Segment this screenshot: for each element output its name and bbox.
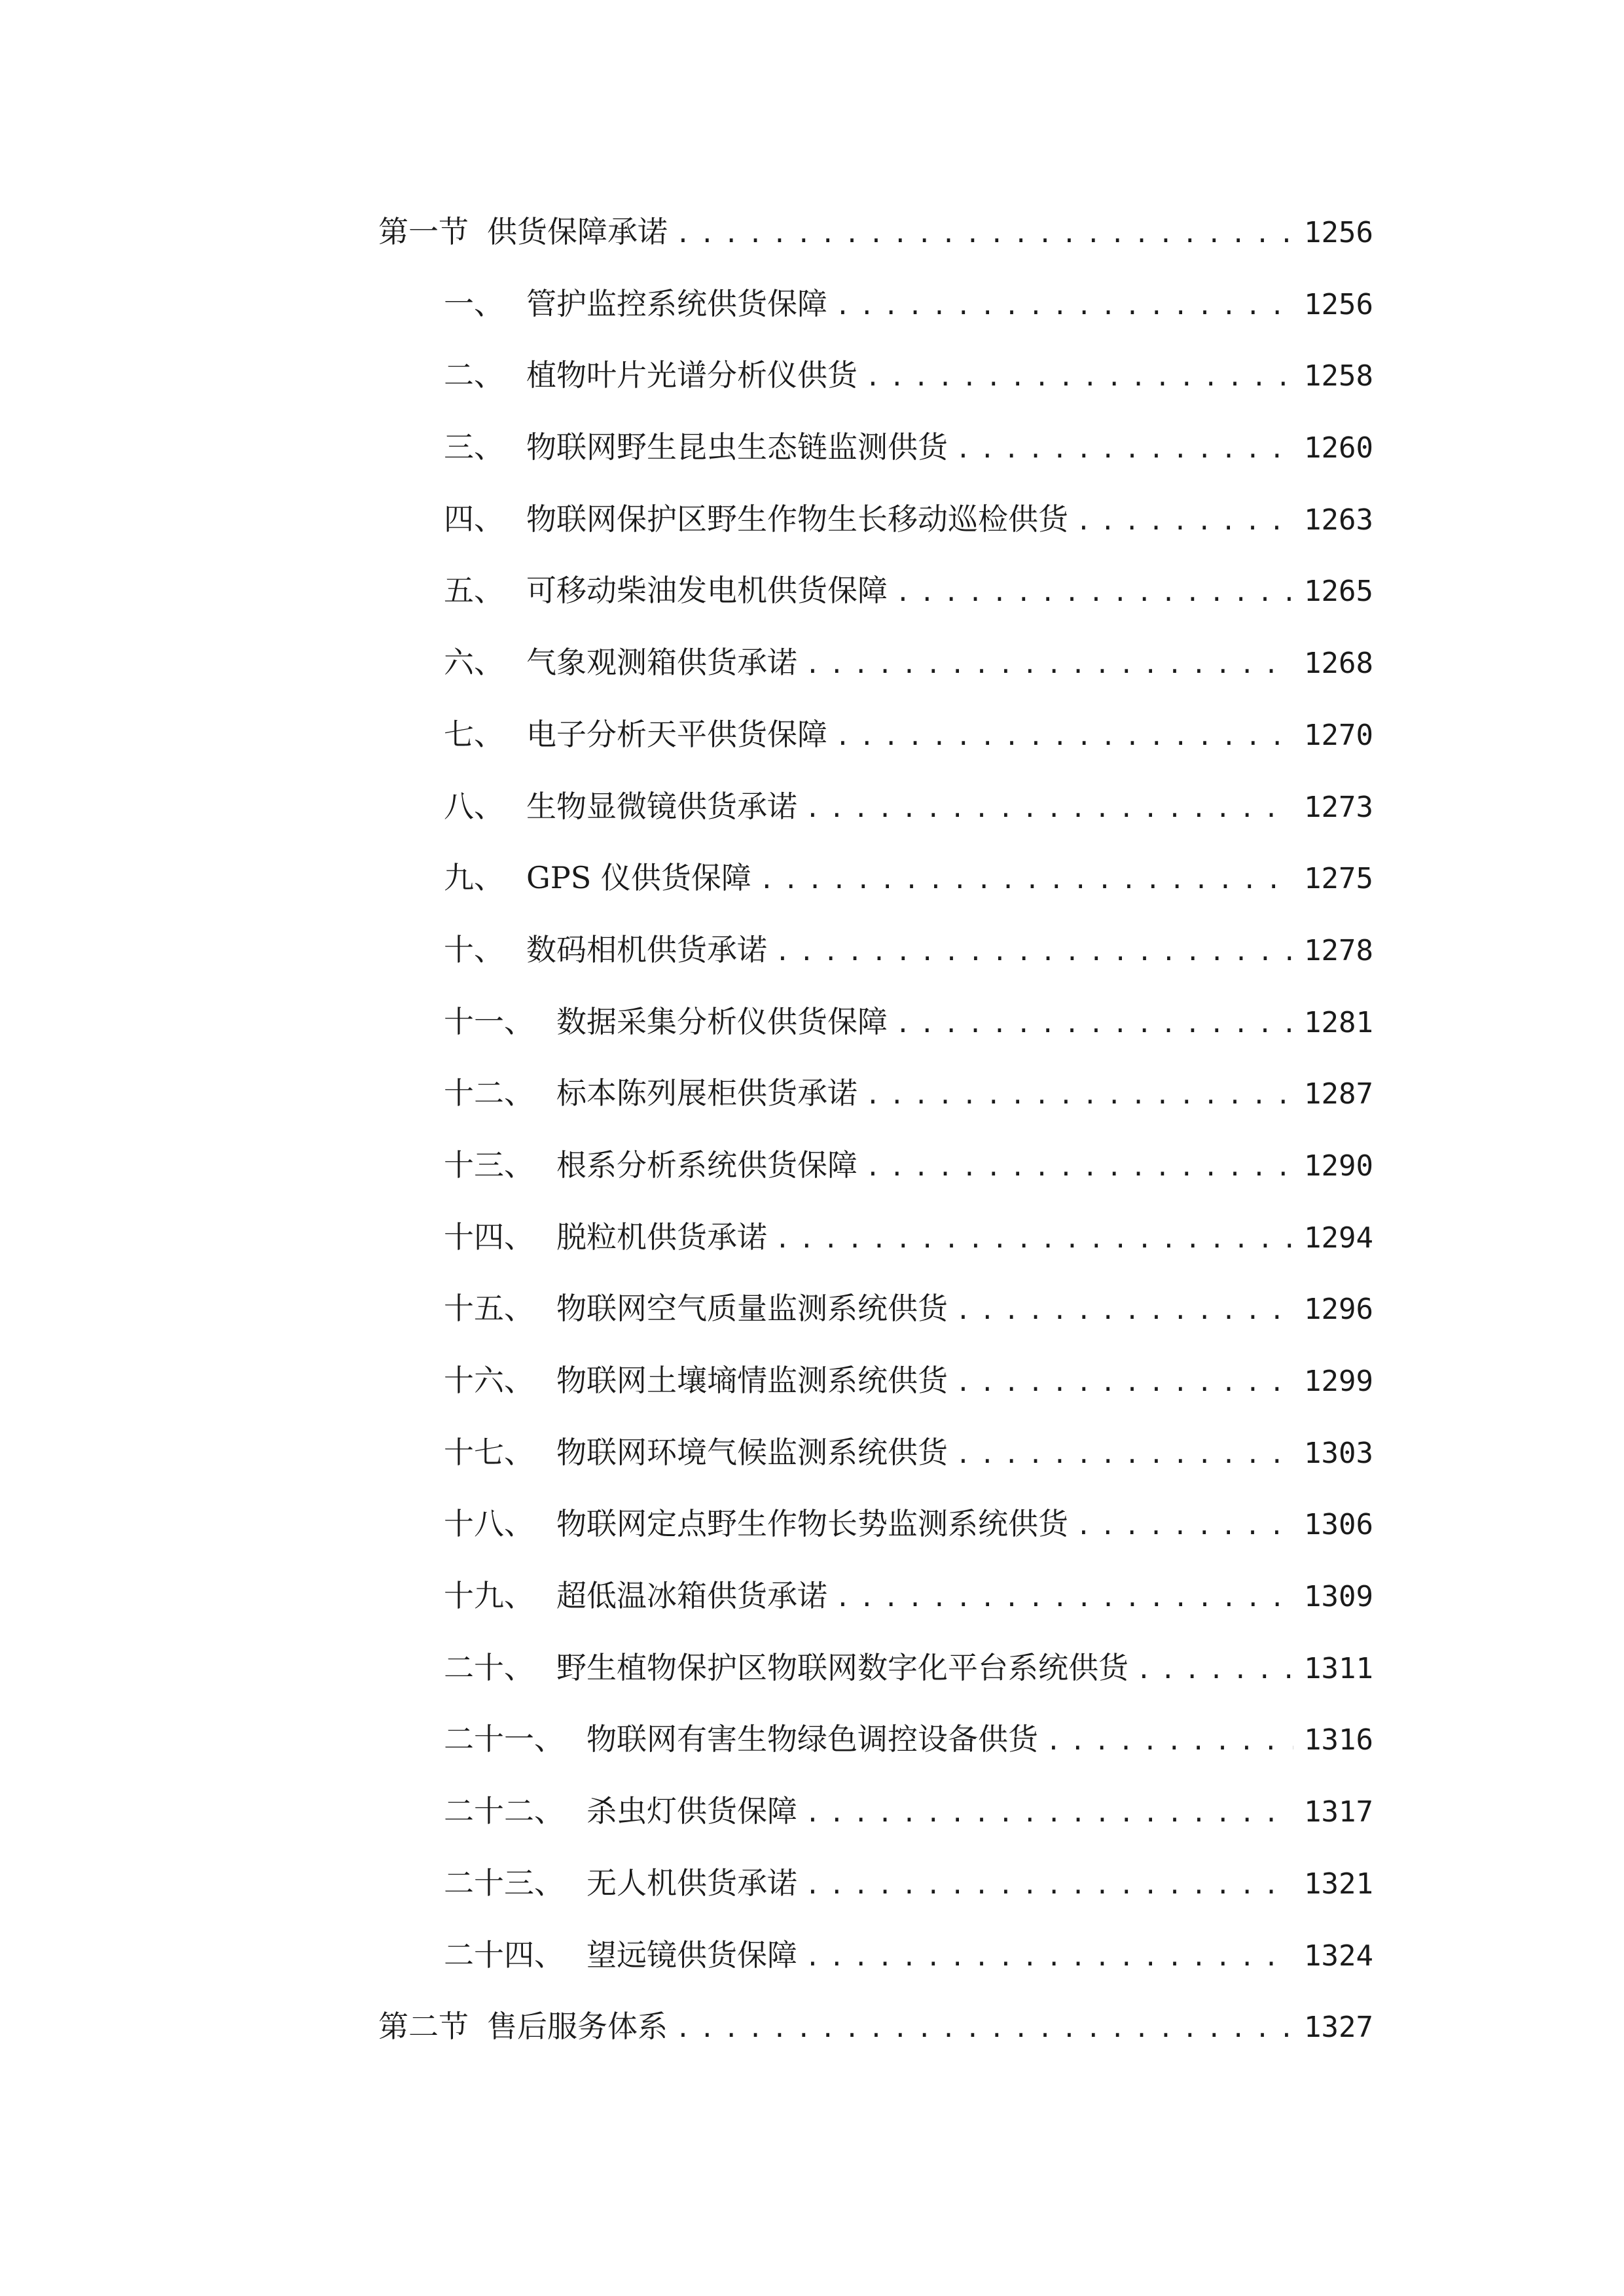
dot-leader bbox=[956, 414, 1293, 486]
toc-entry-number: 五、 bbox=[444, 573, 504, 609]
dot-leader bbox=[835, 1562, 1293, 1634]
dot-leader bbox=[1076, 1490, 1293, 1562]
dot-leader bbox=[775, 916, 1293, 988]
toc-subsection-entry[interactable] bbox=[378, 1560, 1373, 1632]
toc-entry-title: 杀虫灯供货保障 bbox=[586, 1793, 797, 1829]
toc-entry-title: 物联网土壤墒情监测系统供货 bbox=[556, 1363, 948, 1398]
dot-leader bbox=[805, 1778, 1293, 1850]
toc-entry-title: 管护监控系统供货保障 bbox=[526, 285, 827, 321]
toc-entry-page-number: 1317 bbox=[1304, 1795, 1373, 1829]
toc-entry-number: 十六、 bbox=[444, 1363, 534, 1398]
toc-entry-number: 第二节 bbox=[378, 2009, 469, 2045]
toc-entry-title: 标本陈列展柜供货承诺 bbox=[556, 1075, 857, 1111]
toc-entry-number: 十一、 bbox=[444, 1003, 534, 1039]
toc-entry-page-number: 1260 bbox=[1304, 431, 1373, 465]
dot-leader bbox=[865, 1060, 1293, 1132]
toc-entry-page-number: 1263 bbox=[1304, 503, 1373, 537]
toc-entry-number: 十二、 bbox=[444, 1075, 534, 1111]
toc-entry-title: 脱粒机供货承诺 bbox=[556, 1219, 767, 1255]
toc-subsection-entry[interactable] bbox=[378, 484, 1373, 556]
toc-subsection-entry[interactable] bbox=[378, 914, 1373, 986]
toc-entry-page-number: 1309 bbox=[1304, 1580, 1373, 1614]
toc-entry-number: 八、 bbox=[444, 788, 504, 824]
toc-entry-page-number: 1311 bbox=[1304, 1651, 1373, 1685]
toc-entry-title: 数码相机供货承诺 bbox=[526, 931, 767, 967]
toc-entry-number: 三、 bbox=[444, 429, 504, 465]
toc-entry-page-number: 1306 bbox=[1304, 1508, 1373, 1542]
toc-entry-title: 数据采集分析仪供货保障 bbox=[556, 1003, 888, 1039]
dot-leader bbox=[805, 629, 1293, 701]
toc-entry-title: 物联网野生昆虫生态链监测供货 bbox=[526, 429, 948, 465]
toc-subsection-entry[interactable] bbox=[378, 1058, 1373, 1130]
dot-leader bbox=[895, 557, 1293, 629]
toc-entry-page-number: 1303 bbox=[1304, 1436, 1373, 1470]
toc-entry-number: 二十四、 bbox=[444, 1937, 564, 1973]
toc-section-entry[interactable] bbox=[378, 1991, 1373, 2063]
dot-leader bbox=[835, 701, 1293, 773]
toc-section-entry[interactable] bbox=[378, 196, 1373, 268]
toc-subsection-entry[interactable] bbox=[378, 1488, 1373, 1560]
toc-entry-number: 十五、 bbox=[444, 1291, 534, 1327]
toc-subsection-entry[interactable] bbox=[378, 986, 1373, 1058]
toc-entry-title: 售后服务体系 bbox=[487, 2009, 668, 2045]
toc-entry-title: GPS 仪供货保障 bbox=[526, 860, 751, 896]
toc-entry-title: 根系分析系统供货保障 bbox=[556, 1147, 857, 1183]
toc-subsection-entry[interactable] bbox=[378, 555, 1373, 627]
toc-subsection-entry[interactable] bbox=[378, 771, 1373, 843]
toc-subsection-entry[interactable] bbox=[378, 1273, 1373, 1345]
toc-entry-number: 二、 bbox=[444, 357, 504, 393]
dot-leader bbox=[956, 1275, 1293, 1347]
dot-leader bbox=[956, 1419, 1293, 1491]
toc-entry-number: 六、 bbox=[444, 645, 504, 681]
toc-entry-number: 二十三、 bbox=[444, 1865, 564, 1901]
toc-subsection-entry[interactable] bbox=[378, 340, 1373, 412]
toc-entry-page-number: 1256 bbox=[1304, 216, 1373, 249]
toc-entry-page-number: 1275 bbox=[1304, 862, 1373, 896]
dot-leader bbox=[895, 988, 1293, 1060]
table-of-contents bbox=[378, 196, 1373, 2063]
toc-subsection-entry[interactable] bbox=[378, 1848, 1373, 1920]
toc-entry-number: 十九、 bbox=[444, 1578, 534, 1614]
dot-leader bbox=[865, 1132, 1293, 1204]
toc-entry-page-number: 1316 bbox=[1304, 1723, 1373, 1757]
toc-entry-title: 物联网有害生物绿色调控设备供货 bbox=[586, 1721, 1038, 1757]
toc-entry-page-number: 1296 bbox=[1304, 1293, 1373, 1327]
dot-leader bbox=[835, 270, 1293, 342]
toc-entry-title: 物联网保护区野生作物生长移动巡检供货 bbox=[526, 501, 1068, 537]
toc-entry-title: 供货保障承诺 bbox=[487, 214, 668, 249]
toc-entry-page-number: 1265 bbox=[1304, 575, 1373, 609]
toc-entry-page-number: 1278 bbox=[1304, 933, 1373, 967]
dot-leader bbox=[805, 773, 1293, 845]
toc-entry-number: 七、 bbox=[444, 716, 504, 752]
toc-entry-title: 无人机供货承诺 bbox=[586, 1865, 797, 1901]
toc-entry-number: 二十一、 bbox=[444, 1721, 564, 1757]
toc-entry-page-number: 1287 bbox=[1304, 1077, 1373, 1111]
toc-entry-page-number: 1290 bbox=[1304, 1149, 1373, 1183]
toc-entry-number: 十七、 bbox=[444, 1434, 534, 1470]
toc-entry-page-number: 1270 bbox=[1304, 718, 1373, 752]
toc-entry-title: 望远镜供货保障 bbox=[586, 1937, 797, 1973]
toc-entry-title: 气象观测箱供货承诺 bbox=[526, 645, 797, 681]
toc-subsection-entry[interactable] bbox=[378, 268, 1373, 340]
toc-entry-title: 超低温冰箱供货承诺 bbox=[556, 1578, 827, 1614]
toc-entry-number: 二十二、 bbox=[444, 1793, 564, 1829]
toc-entry-number: 四、 bbox=[444, 501, 504, 537]
toc-subsection-entry[interactable] bbox=[378, 412, 1373, 484]
toc-entry-page-number: 1281 bbox=[1304, 1005, 1373, 1039]
toc-subsection-entry[interactable] bbox=[378, 627, 1373, 699]
toc-entry-number: 十八、 bbox=[444, 1506, 534, 1542]
toc-entry-title: 野生植物保护区物联网数字化平台系统供货 bbox=[556, 1649, 1128, 1685]
toc-entry-title: 可移动柴油发电机供货保障 bbox=[526, 573, 888, 609]
dot-leader bbox=[865, 342, 1293, 414]
toc-entry-number: 十、 bbox=[444, 931, 504, 967]
toc-subsection-entry[interactable] bbox=[378, 1202, 1373, 1274]
dot-leader bbox=[805, 1922, 1293, 1994]
dot-leader bbox=[805, 1850, 1293, 1922]
toc-entry-title: 物联网空气质量监测系统供货 bbox=[556, 1291, 948, 1327]
dot-leader bbox=[1046, 1706, 1293, 1778]
dot-leader bbox=[676, 198, 1293, 270]
toc-entry-page-number: 1327 bbox=[1304, 2011, 1373, 2045]
dot-leader bbox=[1136, 1634, 1293, 1706]
dot-leader bbox=[1076, 486, 1293, 558]
dot-leader bbox=[759, 844, 1293, 916]
toc-entry-page-number: 1268 bbox=[1304, 647, 1373, 681]
toc-subsection-entry[interactable] bbox=[378, 1704, 1373, 1776]
toc-entry-title: 物联网定点野生作物长势监测系统供货 bbox=[556, 1506, 1068, 1542]
toc-entry-title: 生物显微镜供货承诺 bbox=[526, 788, 797, 824]
toc-entry-number: 九、 bbox=[444, 860, 504, 896]
toc-entry-page-number: 1324 bbox=[1304, 1939, 1373, 1973]
toc-entry-page-number: 1256 bbox=[1304, 287, 1373, 321]
toc-subsection-entry[interactable] bbox=[378, 1345, 1373, 1417]
toc-subsection-entry[interactable] bbox=[378, 1417, 1373, 1489]
toc-entry-page-number: 1321 bbox=[1304, 1867, 1373, 1901]
toc-subsection-entry[interactable] bbox=[378, 1776, 1373, 1848]
toc-entry-page-number: 1299 bbox=[1304, 1365, 1373, 1398]
toc-entry-page-number: 1273 bbox=[1304, 790, 1373, 824]
dot-leader bbox=[676, 1993, 1293, 2065]
toc-entry-page-number: 1294 bbox=[1304, 1221, 1373, 1255]
toc-entry-number: 二十、 bbox=[444, 1649, 534, 1685]
toc-entry-title: 电子分析天平供货保障 bbox=[526, 716, 827, 752]
toc-entry-page-number: 1258 bbox=[1304, 359, 1373, 393]
toc-entry-number: 十四、 bbox=[444, 1219, 534, 1255]
toc-subsection-entry[interactable] bbox=[378, 1632, 1373, 1704]
toc-entry-title: 物联网环境气候监测系统供货 bbox=[556, 1434, 948, 1470]
toc-subsection-entry[interactable] bbox=[378, 1920, 1373, 1992]
toc-subsection-entry[interactable] bbox=[378, 842, 1373, 914]
toc-subsection-entry[interactable] bbox=[378, 1130, 1373, 1202]
toc-entry-number: 十三、 bbox=[444, 1147, 534, 1183]
dot-leader bbox=[956, 1347, 1293, 1419]
toc-entry-title: 植物叶片光谱分析仪供货 bbox=[526, 357, 857, 393]
toc-entry-number: 一、 bbox=[444, 285, 504, 321]
dot-leader bbox=[775, 1204, 1293, 1276]
toc-subsection-entry[interactable] bbox=[378, 699, 1373, 771]
toc-entry-number: 第一节 bbox=[378, 214, 469, 249]
